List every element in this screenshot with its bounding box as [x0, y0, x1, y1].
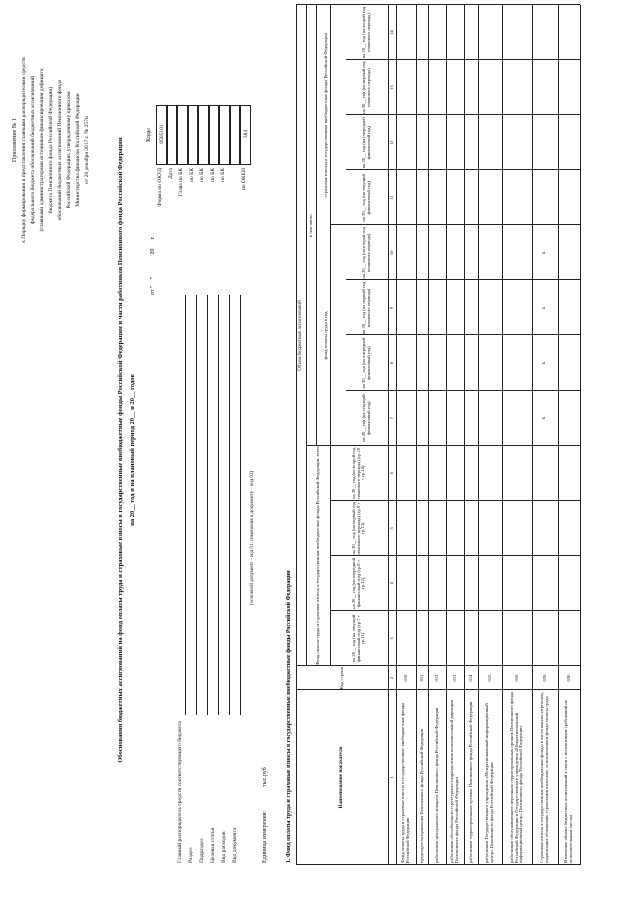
table-row-code: 012 [433, 674, 439, 682]
table-row-name: Страховые взносы в государственные внебюджетные фонды в части выплат персоналу, подлежащих обложению страховыми взносами, за исключением фонда оплаты труда [539, 691, 549, 863]
code-cell [198, 105, 209, 165]
unit-value: тыс.руб [262, 767, 268, 787]
table-cell-x-mark: х [541, 306, 548, 310]
col-header-period: на 20__ год (на текущий финансовый год) [361, 174, 371, 222]
requisite-label: Вид документа [232, 827, 238, 863]
grid-line-h [580, 5, 581, 865]
requisite-label: Главный распорядитель средств соответствующего бюджета [177, 721, 183, 863]
grid-line-h [229, 295, 230, 715]
grid-line-h [207, 295, 208, 715]
table-cell-x-mark: х [541, 416, 548, 420]
grid-line-v [346, 114, 580, 115]
code-label: по ОКЕИ [241, 168, 247, 191]
table-row-code: 010 [402, 674, 408, 682]
grid-line-h [185, 295, 186, 715]
appendix-line: федерального бюджета обоснований бюджетных ассигнований [30, 76, 36, 224]
col-number: 12 [388, 140, 394, 146]
col-number: 7 [388, 416, 394, 420]
col-header-period: на 20__ год (на второй год планового периода) [361, 6, 371, 59]
grid-line-h [240, 295, 241, 715]
requisite-label: Подраздел [199, 838, 205, 863]
code-label: по БК [209, 168, 216, 182]
grid-line-h [218, 295, 219, 715]
table-row-name: работников обслуживающего персонала территориальных органов Пенсионного фонда Российской Федерации и Государственного учреждения «Межрегиональный информационный центр» Пенсионного фонда Российской Федерации [508, 691, 524, 863]
code-cell [188, 105, 199, 165]
code-label: по БК [188, 168, 195, 182]
col-number: 13 [388, 85, 394, 90]
col-header-period: на 20__ год (на первый год планового периода) [361, 281, 371, 335]
code-cell [156, 105, 167, 165]
col-number: 14 [388, 30, 394, 35]
table-row-code: 030 [565, 674, 571, 682]
code-label: Дата [167, 168, 174, 179]
grid-line-h [196, 295, 197, 715]
col-number: 3 [388, 637, 394, 640]
table-cell-x-mark: х [541, 251, 548, 255]
doc-type-note: (основной документ – код 01; изменения к документу – код 02) [250, 470, 255, 605]
code-cell [209, 105, 220, 165]
code-value: 384 [242, 129, 249, 139]
table-row-name: Изменение объема бюджетных ассигнований в связи с исполнением требований по исполнительным листам [563, 699, 573, 863]
col-header-including: в том числе: [307, 213, 313, 238]
table-row-name: Фонд оплаты труда и страховые взносы в государственные внебюджетные фонды Российской Федерации [400, 702, 410, 863]
grid-line-v [346, 169, 580, 170]
col-header-period: на 20__ год (на текущий финансовый год) [361, 394, 371, 442]
table-row-name: председателя правления Пенсионного фонда Российской Федерации [418, 728, 424, 863]
col-header-period: на 20__ год (на очередной финансовый год) [361, 337, 371, 389]
document-title: Обоснования бюджетных ассигнований на фонд оплаты труда и страховые взносы в государственные внебюджетные фонды Российской Федерации и части работников Пенсионного фонда Российской Федерации [117, 137, 124, 763]
code-cell [167, 105, 178, 165]
codes-header: Коды [146, 128, 152, 142]
code-label: Глава по БК [178, 168, 184, 197]
col-header-period: на 20__ год (на очередной финансовый год) (гр.8 + гр.12) [350, 557, 366, 609]
col-header-period: на 20__ год (на второй год планового периода) (гр.10 + гр.14) [350, 447, 366, 499]
code-label: по БК [199, 168, 205, 182]
code-value: 0505101 [158, 124, 165, 144]
appendix-line: обоснований бюджетных ассигнований Пенсионного фонда [57, 79, 63, 221]
table-row-code: 011 [418, 674, 424, 682]
document-subtitle: на 20__ год и на плановый период 20__ и 20__ годов [129, 374, 136, 526]
col-number: 6 [388, 472, 394, 475]
col-header-volume: Объем бюджетных ассигнований [298, 300, 304, 371]
col-number: 11 [388, 195, 394, 201]
col-number: 9 [388, 306, 394, 310]
grid-line-v [330, 500, 580, 501]
col-header-name: Наименование показателя [338, 746, 345, 809]
col-header-period: на 20__ год (на очередной финансовый год) [361, 117, 371, 169]
appendix-line: Российской Федерации, утвержденному приказом [66, 91, 72, 209]
col-number: 5 [388, 527, 394, 530]
appendix-line: Министерства финансов Российской Федерации [75, 93, 81, 207]
unit-label: Единица измерения: [262, 810, 268, 863]
code-label: по БК [220, 168, 226, 182]
requisite-label: Вид расходов [221, 831, 227, 863]
grid-line-v [330, 610, 580, 611]
col-number: 4 [388, 582, 394, 585]
table-row-code: 014 [467, 674, 473, 682]
requisite-label: Целевая статья [210, 827, 216, 863]
grid-line-v [296, 4, 580, 5]
table-row-name: работников территориальных органов Пенсионного фонда Российской Федерации [467, 701, 473, 863]
requisite-label: Раздел [188, 847, 194, 863]
grid-line-v [346, 59, 580, 60]
code-cell [240, 105, 251, 165]
appendix-line: к Порядку формирования и представления главными распорядителями средств [21, 57, 27, 243]
col-header-period: на 20__ год (на второй год планового периода) [361, 227, 371, 279]
col-header-fot-total: Фонд оплаты труда и страховые взносы в государственные внебюджетные фонды Российской Федерации, всего [314, 446, 320, 666]
table-row-code: 015 [486, 674, 492, 682]
table-row-code: 016 [513, 674, 519, 682]
table-cell-x-mark: х [541, 361, 548, 365]
col-header-contrib: страховые взносы в государственные внебюджетные фонды Российской Федерации [322, 33, 328, 198]
col-header-fot: фонд оплаты труда в год [322, 311, 328, 360]
table-row-code: 013 [451, 674, 457, 682]
col-header-code: Код строки [338, 667, 344, 689]
appendix-line: бюджета Пенсионного фонда Российской Федерации) [48, 86, 54, 214]
col-header-period: на 20__ год (на текущий финансовый год) (гр.7 + гр.11) [350, 614, 366, 663]
section-heading: 1. Фонд оплаты труда и страховые взносы в государственные внебюджетные фонды Российской Федерации [286, 570, 292, 863]
appendix-line: от 28 декабря 2017 г. № 257н [84, 116, 90, 184]
table-row-name: работников центрального аппарата Пенсионного фонда Российской Федерации [433, 707, 439, 863]
table-row-code: 020 [541, 674, 547, 682]
code-cell [230, 105, 241, 165]
grid-line-v [330, 555, 580, 556]
appendix-line: (главными администраторами источников финансирования дефицита [39, 68, 45, 232]
col-number: 10 [388, 250, 394, 256]
date-line: от " " 20 г. [150, 236, 156, 295]
code-cell [177, 105, 188, 165]
table-row-name: работников обособленного структурного подразделения исполнительной дирекции Пенсионного фонда Российской Федерации [449, 700, 459, 863]
col-header-period: на 20__ год (на первый год планового периода) [361, 61, 371, 114]
col-number: 8 [388, 361, 394, 365]
code-cell [219, 105, 230, 165]
col-number: 2 [388, 676, 394, 680]
table-row-name: работников Государственного учреждения «Межрегиональный информационный центр» Пенсионного фонда Российской Федерации [484, 703, 494, 863]
code-label: Форма по ОКУД [157, 168, 163, 207]
col-number: 1 [388, 776, 394, 779]
col-header-period: на 20__ год (на первый год планового периода) (гр.9 + гр.13) [350, 502, 366, 555]
appendix-title: Приложение № 1 [12, 118, 18, 162]
